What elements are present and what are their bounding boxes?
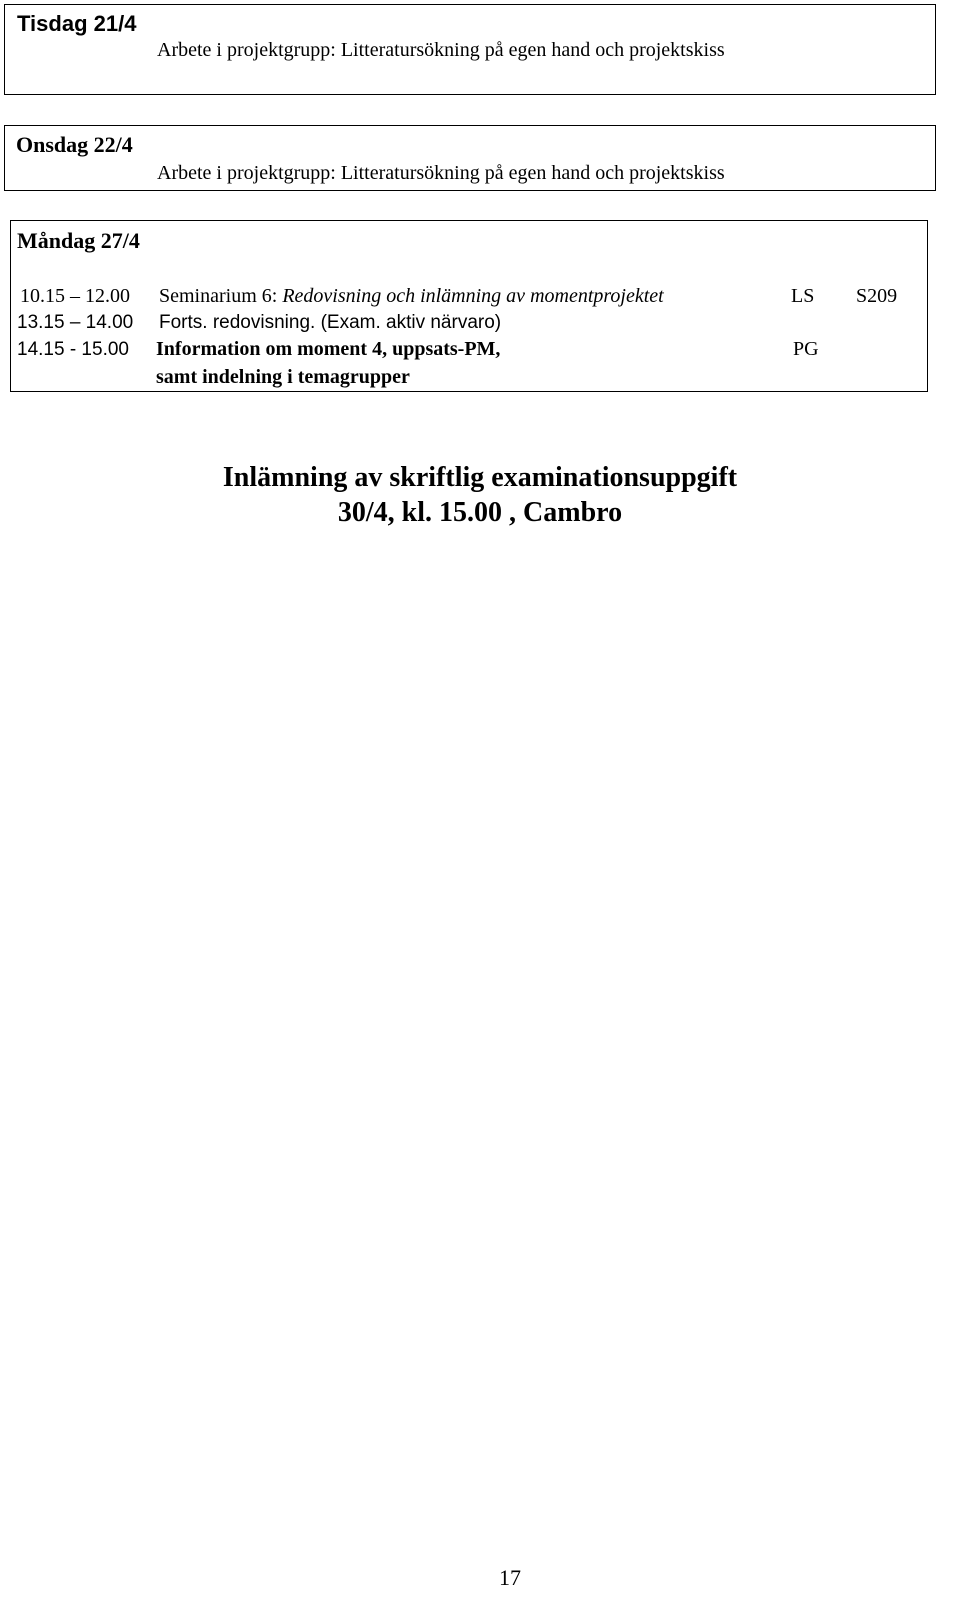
schedule-box-wednesday: [4, 125, 936, 191]
page-number: 17: [499, 1565, 521, 1590]
day-heading: Onsdag 22/4: [16, 132, 133, 157]
session-teacher: LS: [791, 285, 815, 307]
day-heading: Tisdag 21/4: [17, 11, 137, 36]
activity-text: Arbete i projektgrupp: Litteratursökning på egen hand och projektskiss: [157, 39, 725, 61]
submission-notice-line2: 30/4, kl. 15.00 , Cambro: [337, 497, 623, 528]
schedule-box-tuesday: [4, 4, 936, 95]
session-title-italic: Redovisning och inlämning av momentprojektet: [282, 285, 664, 307]
session-title-continued: samt indelning i temagrupper: [156, 366, 410, 388]
session-prefix: Seminarium 6:: [159, 285, 283, 307]
session-teacher: PG: [793, 338, 819, 360]
day-heading: Måndag 27/4: [17, 228, 140, 253]
session-title: [159, 285, 664, 308]
activity-text: Arbete i projektgrupp: Litteratursökning på egen hand och projektskiss: [157, 162, 725, 184]
session-time: 13.15 – 14.00: [17, 312, 134, 333]
session-title: Forts. redovisning. (Exam. aktiv närvaro): [159, 312, 502, 333]
session-room: S209: [856, 285, 898, 307]
session-time: 14.15 - 15.00: [17, 339, 129, 360]
session-title: Information om moment 4, uppsats-PM,: [156, 338, 501, 360]
submission-notice-line1: Inlämning av skriftlig examinationsuppgift: [222, 462, 738, 493]
session-time: 10.15 – 12.00: [20, 285, 130, 307]
schedule-box-monday: [10, 220, 928, 392]
